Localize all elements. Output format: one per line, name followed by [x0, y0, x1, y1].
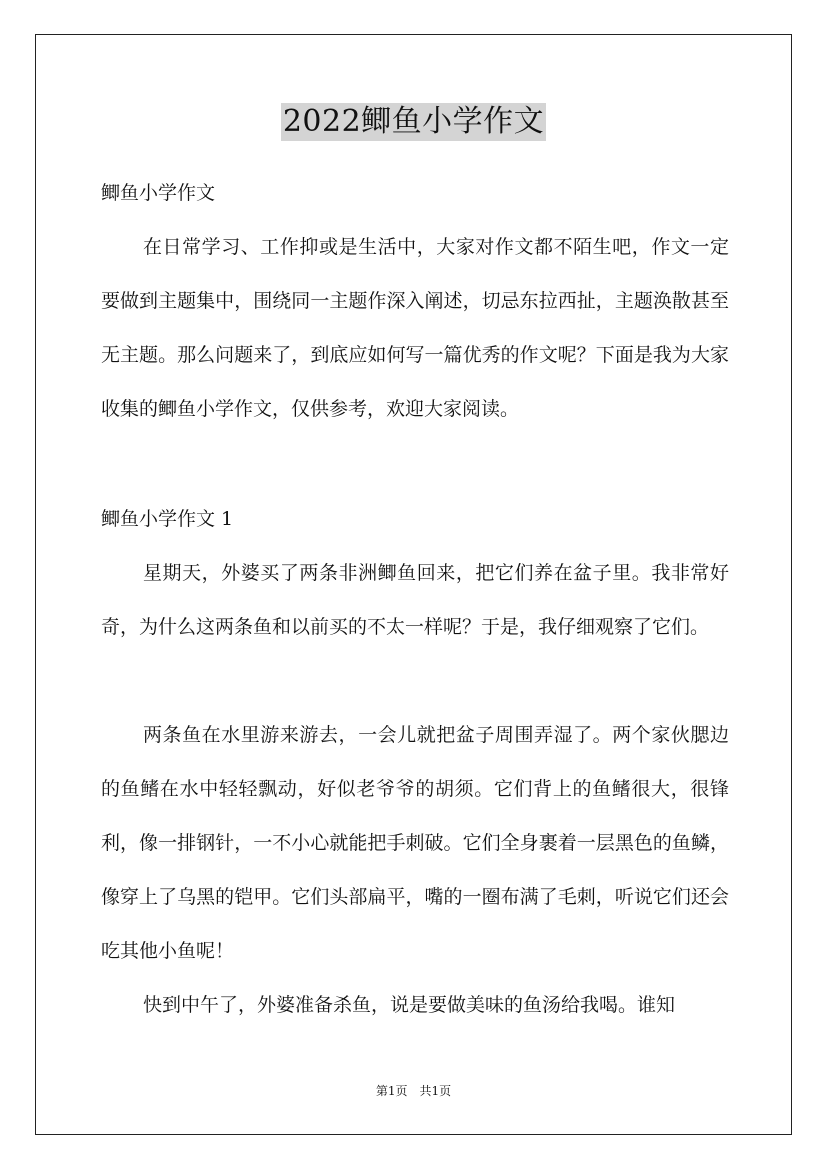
title-container — [0, 103, 827, 141]
essay-paragraph-1: 星期天，外婆买了两条非洲鲫鱼回来，把它们养在盆子里。我非常好奇，为什么这两条鱼和以前买的不太一样呢？于是，我仔细观察了它们。 — [101, 562, 729, 638]
essay-heading: 鲫鱼小学作文 1 — [101, 508, 234, 530]
section-heading: 鲫鱼小学作文 — [101, 182, 216, 204]
essay-paragraph-2: 两条鱼在水里游来游去，一会儿就把盆子周围弄湿了。两个家伙腮边的鱼鳍在水中轻轻飘动，好似老爷爷的胡须。它们背上的鱼鳍很大，很锋利，像一排钢针，一不小心就能把手刺破。它们全身裹着一层黑色的鱼鳞，像穿上了乌黑的铠甲。它们头部扁平，嘴的一圈布满了毛刺，听说它们还会吃其他小鱼呢！ — [101, 724, 729, 962]
intro-paragraph: 在日常学习、工作抑或是生活中，大家对作文都不陌生吧，作文一定要做到主题集中，围绕同一主题作深入阐述，切忌东拉西扯，主题涣散甚至无主题。那么问题来了，到底应如何写一篇优秀的作文呢？下面是我为大家收集的鲫鱼小学作文，仅供参考，欢迎大家阅读。 — [101, 236, 729, 420]
essay-paragraph-3: 快到中午了，外婆准备杀鱼，说是要做美味的鱼汤给我喝。谁知 — [143, 994, 676, 1016]
document-title: 2022鲫鱼小学作文 — [282, 104, 545, 139]
page-number: 第1页 共1页 — [375, 1084, 452, 1098]
